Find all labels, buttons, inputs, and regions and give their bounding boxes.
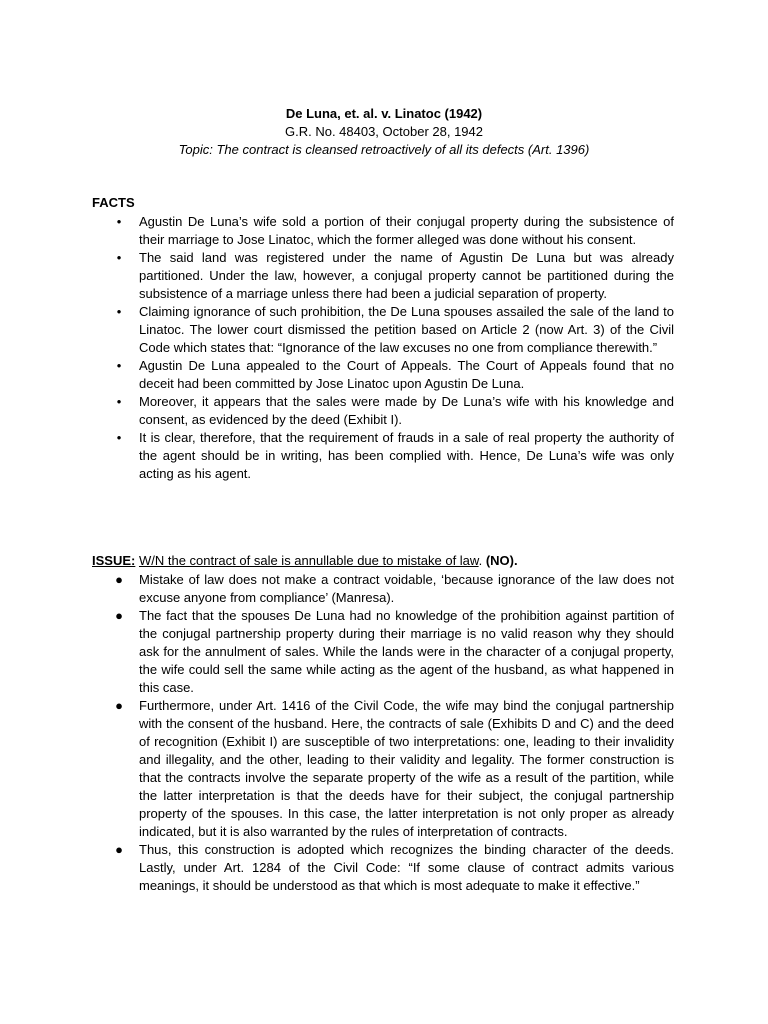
case-header: [0, 105, 768, 159]
bullet-icon: ●: [115, 572, 123, 587]
bullet-icon: •: [116, 214, 122, 229]
bullet-icon: •: [116, 430, 122, 445]
facts-list: [92, 213, 674, 483]
facts-item: [116, 429, 674, 483]
facts-item-text: The said land was registered under the name of Agustin De Luna but was already partitioned. Under the law, however, a conjugal property cannot be partitioned during the subsistence of a marriage unless there had been a judicial separation of property.: [139, 250, 674, 301]
issue-item-text: Furthermore, under Art. 1416 of the Civil Code, the wife may bind the conjugal partnership with the consent of the husband. Here, the contracts of sale (Exhibits D and C) and the deed of recognition (Exhibit I) are susceptible of two interpretations: one, leading to their invalidity and illegality, and the other, leading to their validity and legality. The former construction is that the contracts involve the separate property of the wife as a result of the partition, while the latter interpretation is that the deeds have for their subject, the conjugal partnership property of the spouses. In this case, the latter interpretation is not only proper as already indicated, but it is also warranted by the rules of interpretation of contracts.: [139, 698, 674, 839]
issue-answer: (NO).: [485, 553, 518, 568]
facts-section: [92, 194, 674, 483]
issue-item-text: Thus, this construction is adopted which recognizes the binding character of the deeds. Lastly, under Art. 1284 of the Civil Code: “If some clause of contract admits various meanings, it should be understood as that which is most adequate to make it effective.”: [139, 842, 674, 893]
facts-item: [116, 249, 674, 303]
facts-item-text: Agustin De Luna appealed to the Court of Appeals. The Court of Appeals found that no deceit had been committed by Jose Linatoc upon Agustin De Luna.: [139, 358, 674, 391]
bullet-icon: ●: [115, 608, 123, 623]
case-citation: G.R. No. 48403, October 28, 1942: [284, 124, 483, 139]
issue-item: [115, 607, 674, 697]
facts-item: [116, 213, 674, 249]
facts-heading: FACTS: [92, 195, 135, 210]
bullet-icon: ●: [115, 698, 123, 713]
facts-item: [116, 357, 674, 393]
bullet-icon: •: [116, 304, 122, 319]
issue-item: [115, 697, 674, 841]
issue-list: [92, 571, 674, 895]
issue-section: [92, 552, 674, 895]
facts-item-text: It is clear, therefore, that the requirement of frauds in a sale of real property the authority of the agent should be in writing, has been complied with. Hence, De Luna’s wife was only acting as his agent.: [139, 430, 674, 481]
issue-heading: ISSUE: W/N the contract of sale is annullable due to mistake of law. (NO).: [92, 553, 518, 568]
facts-item-text: Moreover, it appears that the sales were made by De Luna’s wife with his knowledge and consent, as evidenced by the deed (Exhibit I).: [139, 394, 674, 427]
bullet-icon: •: [116, 394, 122, 409]
issue-item-text: The fact that the spouses De Luna had no knowledge of the prohibition against partition of the conjugal partnership property during their marriage is no valid reason why they should ask for the annulment of sales. While the lands were in the character of a conjugal property, the wife could sell the same while acting as the agent of the husband, as what happened in this case.: [139, 608, 674, 695]
bullet-icon: ●: [115, 842, 123, 857]
case-title: De Luna, et. al. v. Linatoc (1942): [285, 106, 483, 121]
bullet-icon: •: [116, 250, 122, 265]
issue-item: [115, 841, 674, 895]
facts-item: [116, 393, 674, 429]
issue-label: ISSUE:: [92, 553, 136, 568]
facts-item-text: Agustin De Luna’s wife sold a portion of their conjugal property during the subsistence of their marriage to Jose Linatoc, which the former alleged was done without his consent.: [139, 214, 674, 247]
issue-item-text: Mistake of law does not make a contract voidable, ‘because ignorance of the law does not excuse anyone from compliance’ (Manresa).: [139, 572, 674, 605]
issue-question: W/N the contract of sale is annullable due to mistake of law: [138, 553, 479, 568]
bullet-icon: •: [116, 358, 122, 373]
issue-item: [115, 571, 674, 607]
facts-item-text: Claiming ignorance of such prohibition, the De Luna spouses assailed the sale of the land to Linatoc. The lower court dismissed the petition based on Article 2 (now Art. 3) of the Civil Code which states that: “Ignorance of the law excuses no one from compliance therewith.”: [139, 304, 674, 355]
case-topic: Topic: The contract is cleansed retroactively of all its defects (Art. 1396): [178, 142, 590, 157]
facts-item: [116, 303, 674, 357]
